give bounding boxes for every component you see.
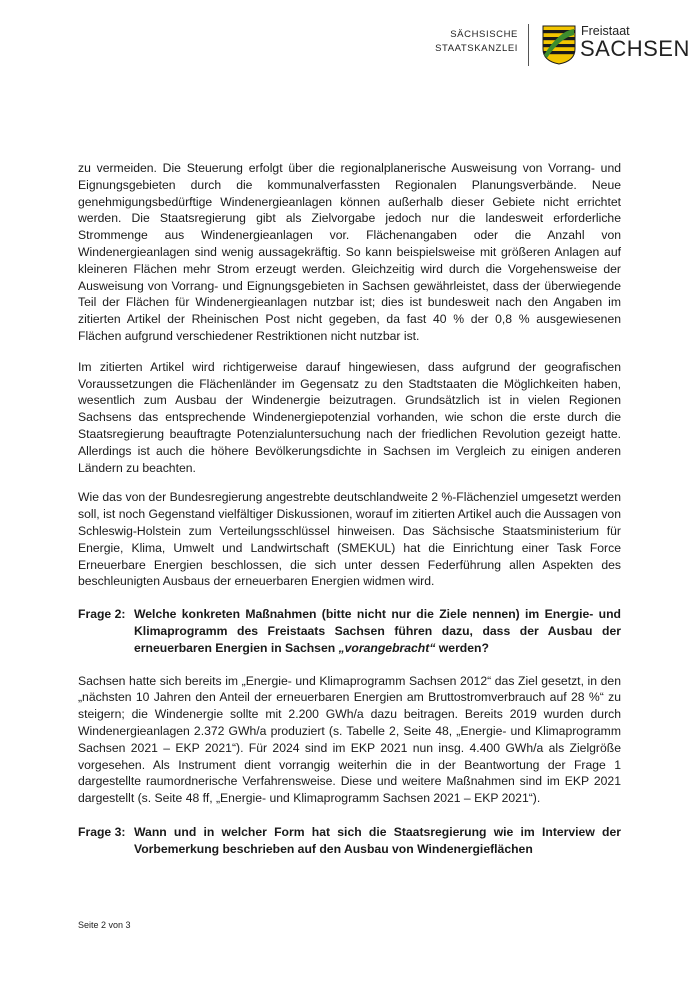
question-2-label: Frage 2: <box>78 607 126 622</box>
question-2-body: Welche konkreten Maßnahmen (bitte nicht nur die Ziele nennen) im Energie- und Klimaprogramm des Freistaats Sachsen führen dazu, dass der Ausbau der erneuerbaren Energien in Sachsen <box>134 607 621 655</box>
staatskanzlei-label <box>435 28 518 56</box>
letterhead <box>0 24 700 68</box>
paragraph-1: zu vermeiden. Die Steuerung erfolgt über die regionalplanerische Ausweisung von Vorrang- und Eignungsgebieten durch die kommunalverfassten Regionalen Planungsverbände. Neue genehmigungsbedürftige Windenergieanlagen können außerhalb dieser Gebiete nicht errichtet werden. Die Staatsregierung gibt als Zielvorgabe jedoch nur die landesweit erforderliche Strommenge aus Windenergieanlagen vor. Flächenangaben oder die Anzahl von Windenergieanlagen sind wenig aussagekräftig. So kann beispielsweise mit größeren Anlagen auf kleineren Flächen mehr Strom erzeugt werden. Gleichzeitig wird durch die Vorgehensweise der Ausweisung von Vorrang- und Eignungsgebieten in Sachsen gewährleistet, dass der überwiegende Teil der Flächen für Windenergieanlagen nutzbar ist; dies ist bundesweit nach den Angaben im zitierten Artikel der Rheinischen Post nicht gegeben, da fast 40 % der 0,8 % ausgewiesenen Flächen aufgrund verschiedener Restriktionen nicht nutzbar ist. <box>78 161 621 343</box>
sachsen-wordmark: SACHSEN <box>580 36 690 61</box>
page-number: Seite 2 von 3 <box>78 920 131 930</box>
answer-2: Sachsen hatte sich bereits im „Energie- und Klimaprogramm Sachsen 2012“ das Ziel gesetzt, in den „nächsten 10 Jahren den Anteil der erneuerbaren Energien am Bruttostromverbrauch auf 28 %“ zu steigern; die Windenergie sollte mit 2.200 GWh/a dazu beitragen. Bereits 2019 wurden durch Windenergieanlagen 2.372 GWh/a produziert (s. Tabelle 2, Seite 48, „Energie- und Klimaprogramm Sachsen 2021 – EKP 2021“). Für 2024 sind im EKP 2021 nun insg. 4.400 GWh/a als Zielgröße vorgesehen. Als Instrument dient vorrangig weiterhin die in der Beantwortung der Frage 1 dargestellte raumordnerische Verfahrensweise. Diese und weitere Maßnahmen sind im EKP 2021 dargestellt (s. Seite 48 ff, „Energie- und Klimaprogramm Sachsen 2021 – EKP 2021“). <box>78 673 621 806</box>
letter-body <box>78 160 621 857</box>
question-3-label: Frage 3: <box>78 824 126 839</box>
saxony-crest-icon <box>542 25 576 65</box>
question-2-text <box>134 606 621 656</box>
header-divider <box>528 24 529 66</box>
question-3-text: Wann und in welcher Form hat sich die Staatsregierung wie im Interview der Vorbemerkung beschrieben auf den Ausbau von Windenergieflächen <box>134 824 621 856</box>
freistaat-label: Freistaat <box>581 24 630 38</box>
question-2 <box>78 606 621 656</box>
kanzlei-line-1: SÄCHSISCHE <box>450 29 518 40</box>
paragraph-3: Wie das von der Bundesregierung angestrebte deutschlandweite 2 %-Flächenziel umgesetzt werden soll, ist noch Gegenstand vielfältiger Diskussionen, worauf im zitierten Artikel auch die Aussagen von Schleswig-Holstein zum Verteilungsschlüssel hinweisen. Das Sächsische Staatsministerium für Energie, Klima, Umwelt und Landwirtschaft (SMEKUL) hat die Einrichtung einer Task Force Erneuerbare Energien beschlossen, die sich unter dessen Federführung allen Aspekten des beschleunigten Ausbaus der erneuerbaren Energien widmen wird. <box>78 490 621 589</box>
paragraph-2: Im zitierten Artikel wird richtigerweise darauf hingewiesen, dass aufgrund der geografischen Voraussetzungen die Flächenländer im Gegensatz zu den Stadtstaaten die Möglichkeiten haben, wesentlich zum Ausbau der Windenergie beizutragen. Grundsätzlich ist in vielen Regionen Sachsens das entsprechende Windenergiepotenzial vorhanden, wie schon die erste durch die Staatsregierung beauftragte Potenzialuntersuchung nach der friedlichen Revolution gezeigt hatte. Allerdings ist auch die höhere Bevölkerungsdichte in Sachsen im Vergleich zu einigen anderen Ländern zu beachten. <box>78 359 621 475</box>
kanzlei-line-2: STAATSKANZLEI <box>435 43 518 54</box>
question-2-tail: werden? <box>435 640 489 655</box>
question-3 <box>78 824 621 858</box>
question-2-emphasis: „vorangebracht“ <box>338 640 436 655</box>
